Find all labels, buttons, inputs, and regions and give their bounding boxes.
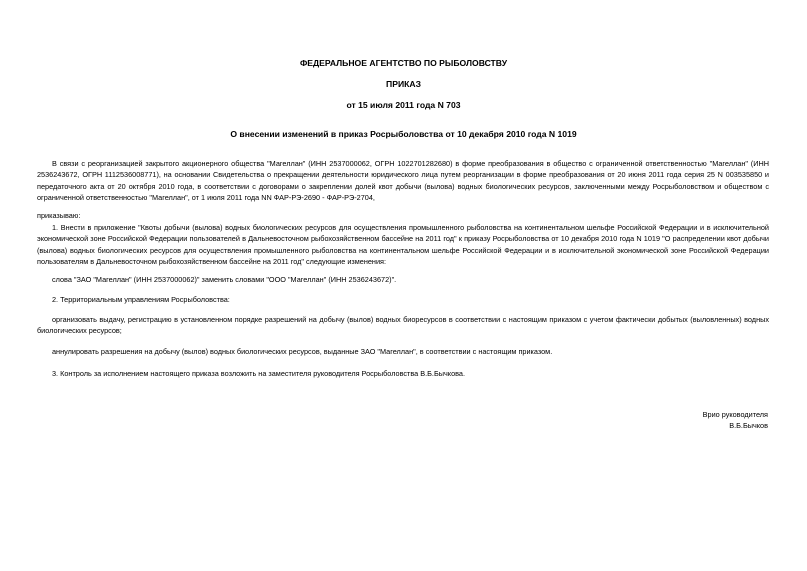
item-2-subitem-a: организовать выдачу, регистрацию в установленном порядке разрешений на добычу (вылов) водных биоресурсов в соответствии с настоящим приказом с учетом фактически добытых (выловленных) водных биологических ресурсов;: [37, 315, 769, 336]
item-1-paragraph: 1. Внести в приложение "Квоты добычи (вылова) водных биологических ресурсов для осуществления промышленного рыболовства на континентальном шельфе Российской Федерации и в исключительной экономической зоне Российской Федерации пользователей в Дальневосточном рыбохозяйственном бассейне на 2011 год" к приказу Росрыболовства от 10 декабря 2010 года N 1019 "О распределении квот добычи (вылова) водных биологических ресурсов для осуществления промышленного рыболовства на континентальном шельфе Российской Федерации и в исключительной экономической зоне Российской Федерации пользователям в Дальневосточном рыбохозяйственном бассейне на 2011 год" следующие изменения:: [37, 223, 769, 267]
document-title: О внесении изменений в приказ Росрыболовства от 10 декабря 2010 года N 1019: [230, 129, 577, 139]
document-type: ПРИКАЗ: [386, 79, 421, 89]
item-3-paragraph: 3. Контроль за исполнением настоящего приказа возложить на заместителя руководителя Росрыболовства В.Б.Бычкова.: [52, 369, 466, 378]
order-word: приказываю:: [37, 211, 81, 220]
item-2-paragraph: 2. Территориальным управлениям Росрыболовства:: [52, 295, 230, 304]
agency-name: ФЕДЕРАЛЬНОЕ АГЕНТСТВО ПО РЫБОЛОВСТВУ: [299, 58, 508, 68]
item-2-subitem-b: аннулировать разрешения на добычу (вылов) водных биологических ресурсов, выданные ЗАО "Магеллан", в соответствии с настоящим приказом.: [52, 347, 553, 356]
item-1-change: слова "ЗАО "Магеллан" (ИНН 2537000062)" заменить словами "ООО "Магеллан" (ИНН 2536243672)".: [52, 275, 397, 284]
preamble-paragraph: В связи с реорганизацией закрытого акционерного общества "Магеллан" (ИНН 2537000062, ОГРН 1022701282680) в форме преобразования в общество с ограниченной ответственностью "Магеллан" (ИНН 2536243672, ОГРН 1112536008771), на основании Свидетельства о прекращении деятельности юридического лица путем реорганизации в форме преобразования от 20 июня 2011 года серия 25 N 003535850 и передаточного акта от 20 октября 2010 года, в соответствии с договорами о закреплении долей квот добычи (вылова) водных биологических ресурсов, заключенными между Росрыболовством и обществом с ограниченной ответственностью "Магеллан", от 1 июля 2011 года NN ФАР-РЭ-2690 - ФАР-РЭ-2704,: [37, 159, 769, 203]
document-date-number: от 15 июля 2011 года N 703: [346, 100, 461, 110]
signatory-position: Врио руководителя: [702, 410, 768, 419]
signatory-name: В.Б.Бычков: [729, 421, 768, 430]
